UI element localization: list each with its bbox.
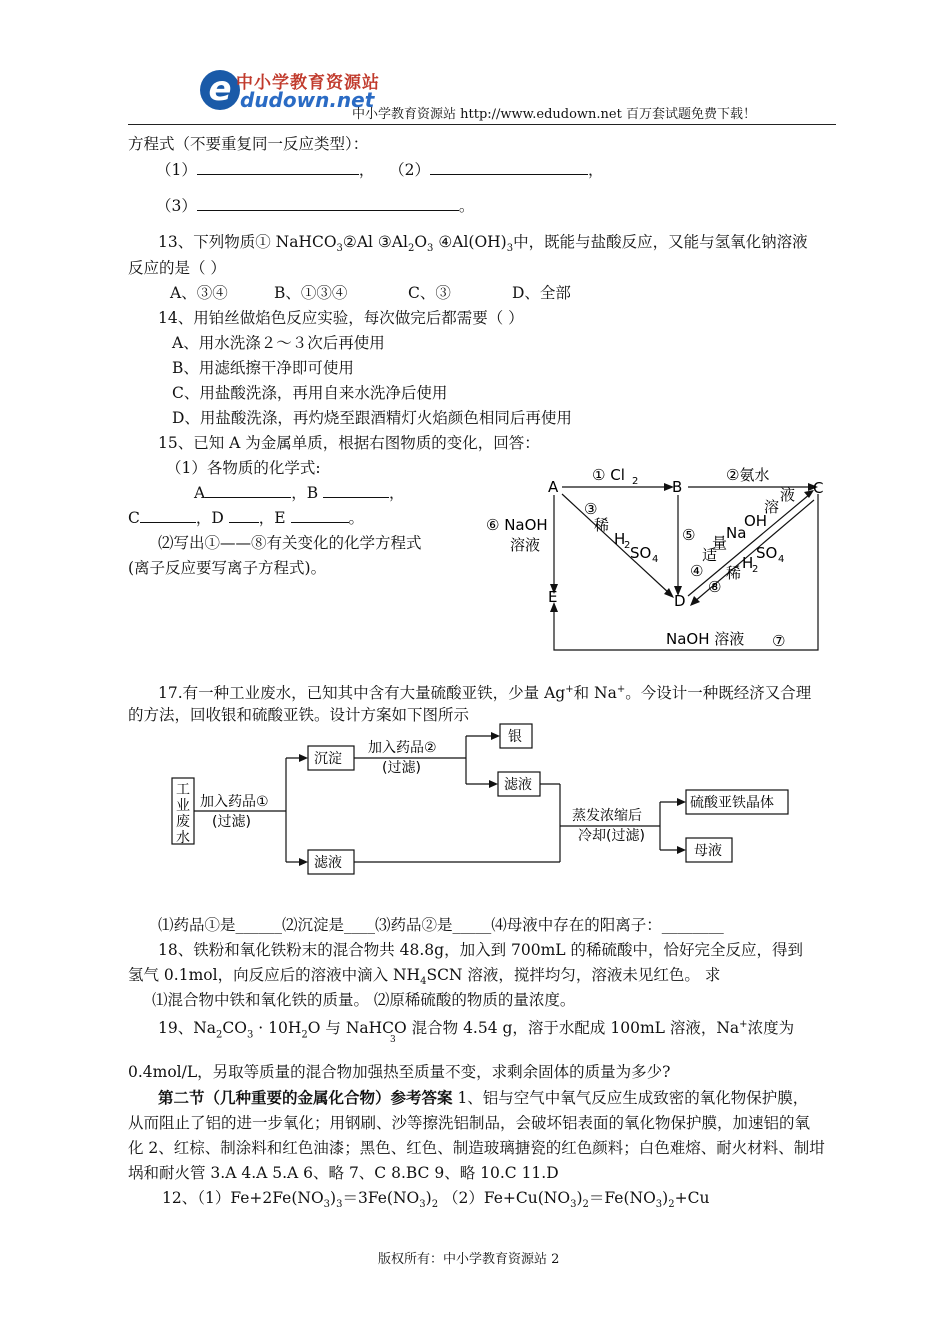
label-mother: 母液 bbox=[694, 843, 722, 859]
q15-stem: 15、已知 A 为金属单质，根据右图物质的变化，回答： bbox=[158, 434, 540, 452]
label-evap: 蒸发浓缩后 bbox=[572, 808, 642, 824]
q12-p1-label: （1） bbox=[156, 161, 197, 179]
answers-line4: 埚和耐火管 3.A 4.A 5.A 6、略 7、C 8.BC 9、略 10.C 11.D bbox=[128, 1164, 559, 1182]
header-tagline: 中小学教育资源站 http://www.edudown.net 百万套试题免费下载！ bbox=[352, 107, 756, 122]
node-e: E bbox=[548, 588, 558, 606]
svg-text:H: H bbox=[614, 530, 626, 548]
svg-text:⑦: ⑦ bbox=[772, 632, 786, 650]
comma: ， bbox=[588, 161, 604, 179]
svg-text:Na: Na bbox=[726, 524, 747, 542]
answer-blank[interactable] bbox=[205, 483, 291, 498]
svg-text:稀: 稀 bbox=[726, 564, 742, 582]
svg-text:H: H bbox=[742, 554, 754, 572]
waste-char-3: 废 bbox=[176, 814, 190, 830]
q12-intro: 方程式（不要重复同一反应类型）： bbox=[128, 135, 369, 153]
waste-char-2: 业 bbox=[176, 798, 190, 814]
svg-text:适: 适 bbox=[702, 546, 718, 564]
q13-option-b[interactable]: B、①③④ bbox=[274, 284, 348, 302]
svg-text:溶: 溶 bbox=[764, 498, 780, 516]
label-r6: ⑥ NaOH bbox=[486, 516, 548, 534]
label-filtrate-bottom: 滤液 bbox=[314, 855, 342, 871]
q13-stem-line2: 反应的是（ ） bbox=[128, 259, 226, 277]
label-add2: 加入药品② bbox=[368, 740, 437, 756]
svg-text:溶液: 溶液 bbox=[510, 536, 541, 554]
period: 。 bbox=[458, 197, 475, 215]
answer-blank[interactable] bbox=[229, 508, 259, 523]
q12-answer-row-1 bbox=[156, 160, 604, 180]
comma: ， bbox=[358, 161, 375, 179]
reaction-diagram bbox=[480, 462, 840, 662]
logo-english-text: dudown.net bbox=[240, 88, 375, 112]
node-d: D bbox=[674, 592, 686, 610]
process-flowchart bbox=[168, 718, 808, 883]
q14-option-c[interactable]: C、用盐酸洗涤，再用自来水洗净后使用 bbox=[172, 384, 448, 402]
waste-char-1: 工 bbox=[176, 782, 190, 798]
label-r2: ②氨水 bbox=[726, 466, 770, 484]
q17-stem-line2: 的方法，回收银和硫酸亚铁。设计方案如下图所示 bbox=[128, 706, 470, 724]
label-precipitate: 沉淀 bbox=[314, 751, 342, 767]
q13-stem: 13、下列物质① NaHCO$_3$②Al $③Al_2O_3$ $④Al(OH)_3$中，既能与盐酸反应，又能与氢氧化钠溶液 bbox=[158, 233, 808, 255]
answer-blank[interactable] bbox=[197, 160, 359, 175]
answer-blank[interactable] bbox=[430, 160, 588, 175]
svg-text:SO: SO bbox=[756, 544, 778, 562]
svg-text:SO: SO bbox=[630, 544, 652, 562]
svg-text:2: 2 bbox=[632, 476, 639, 487]
q19-line2: 0.4mol/L，另取等质量的混合物加强热至质量不变，求剩余固体的质量为多少? bbox=[128, 1063, 671, 1081]
label-r3: ③ bbox=[584, 500, 598, 518]
q19-line1: 19、$Na_2CO_3 \cdot 10H_2O$ 与 NaHCO 混合物 4.54 g，溶于水配成 100mL 溶液，Na+浓度为 bbox=[158, 1019, 795, 1041]
answer-blank[interactable] bbox=[323, 483, 389, 498]
logo-icon: e bbox=[200, 70, 240, 110]
label-r4: ④ bbox=[690, 562, 704, 580]
svg-text:OH: OH bbox=[744, 512, 768, 530]
q13-option-c[interactable]: C、③ bbox=[408, 284, 451, 302]
q19-stray-subscript: 3 bbox=[390, 1035, 396, 1045]
answers-line1: 第二节（几种重要的金属化合物）参考答案 1、铝与空气中氧气反应生成致密的氧化物保护膜， bbox=[158, 1088, 809, 1107]
q13-option-a[interactable]: A、③④ bbox=[170, 284, 228, 302]
q15-row-c-d-e: C ，D ，E 。 bbox=[128, 509, 365, 527]
q14-option-a[interactable]: A、用水洗涤２～３次后再使用 bbox=[172, 334, 385, 352]
q15-sub2: ⑵写出①——⑧有关变化的化学方程式 bbox=[158, 534, 422, 552]
label-cool: 冷却(过滤) bbox=[578, 828, 645, 844]
logo-chinese-text: 中小学教育资源站 bbox=[236, 73, 380, 93]
footer-copyright: 版权所有：中小学教育资源站 2 bbox=[378, 1252, 560, 1267]
svg-text:4: 4 bbox=[652, 554, 659, 565]
q18-line3: ⑴混合物中铁和氧化铁的质量。 ⑵原稀硫酸的物质的量浓度。 bbox=[152, 991, 576, 1009]
q18-line1: 18、铁粉和氧化铁粉末的混合物共 48.8g，加入到 700mL 的稀硫酸中，恰好完全反应，得到 bbox=[158, 941, 804, 959]
answer-blank[interactable] bbox=[291, 508, 349, 523]
svg-text:2: 2 bbox=[752, 564, 759, 575]
answers-title: 第二节（几种重要的金属化合物）参考答案 bbox=[158, 1088, 453, 1107]
q15-sub2-line2: (离子反应要写离子方程式)。 bbox=[128, 559, 327, 577]
q12-p2-label: （2） bbox=[389, 161, 431, 179]
svg-text:4: 4 bbox=[778, 554, 785, 565]
q15-row-a-b: A ，B ， bbox=[194, 484, 405, 502]
header-rule bbox=[128, 124, 836, 125]
label-r5: ⑤ bbox=[682, 526, 696, 544]
node-a: A bbox=[548, 478, 559, 496]
node-c: C bbox=[813, 479, 824, 497]
label-silver: 银 bbox=[508, 729, 522, 745]
waste-char-4: 水 bbox=[176, 830, 190, 846]
label-add1: 加入药品① bbox=[200, 794, 269, 810]
q17-stem: 17.有一种工业废水，已知其中含有大量硫酸亚铁，少量 Ag+和 Na+。今设计一种既经济又合理 bbox=[158, 684, 812, 703]
svg-text:液: 液 bbox=[780, 486, 796, 504]
answers-line3: 化 2、红棕、制涂料和红色油漆；黑色、红色、制造玻璃搪瓷的红色颜料；白色难熔、耐火材料、制坩 bbox=[128, 1139, 825, 1157]
svg-text:量: 量 bbox=[712, 534, 728, 552]
node-b: B bbox=[672, 478, 683, 496]
q14-stem: 14、用铂丝做焰色反应实验，每次做完后都需要（ ） bbox=[158, 309, 524, 327]
label-filtrate-top: 滤液 bbox=[504, 777, 532, 793]
label-r1: ① Cl bbox=[592, 466, 625, 484]
arrow-d-c-up bbox=[688, 494, 810, 596]
q13-option-d[interactable]: D、全部 bbox=[512, 284, 571, 302]
q15-sub1: （1）各物质的化学式: bbox=[166, 459, 321, 477]
label-crystal: 硫酸亚铁晶体 bbox=[690, 795, 774, 811]
answers-line2: 从而阻止了铝的进一步氧化；用钢刷、沙等擦洗铝制品，会破坏铝表面的氧化物保护膜，加速铝的氧 bbox=[128, 1114, 811, 1132]
answer-blank[interactable] bbox=[140, 508, 196, 523]
svg-text:稀: 稀 bbox=[594, 516, 610, 534]
answer-blank[interactable] bbox=[197, 196, 459, 211]
q14-option-b[interactable]: B、用滤纸擦干净即可使用 bbox=[172, 359, 354, 377]
label-filter1: (过滤) bbox=[212, 814, 251, 830]
answers-line5: 12、$(1)Fe+2Fe(NO_3)_3=3Fe(NO_3)_2$ $(2)Fe+Cu(NO_3)_2=Fe(NO_3)_2+Cu$ bbox=[162, 1189, 710, 1211]
q17-answer-line: ⑴药品①是______⑵沉淀是____⑶药品②是_____⑷母液中存在的阳离子：________ bbox=[158, 916, 724, 934]
svg-text:2: 2 bbox=[624, 540, 631, 551]
q12-p3-label: （3） bbox=[156, 197, 197, 215]
label-r8: ⑧ bbox=[708, 578, 722, 596]
q18-line2: 氢气 0.1mol，向反应后的溶液中滴入 $NH_4SCN$ 溶液，搅拌均匀，溶液未见红色。 求 bbox=[128, 966, 721, 988]
q14-option-d[interactable]: D、用盐酸洗涤，再灼烧至跟酒精灯火焰颜色相同后再使用 bbox=[172, 409, 572, 427]
label-r7: NaOH 溶液 bbox=[666, 630, 745, 648]
label-filter2: (过滤) bbox=[382, 760, 421, 776]
q12-answer-row-2 bbox=[156, 196, 474, 216]
